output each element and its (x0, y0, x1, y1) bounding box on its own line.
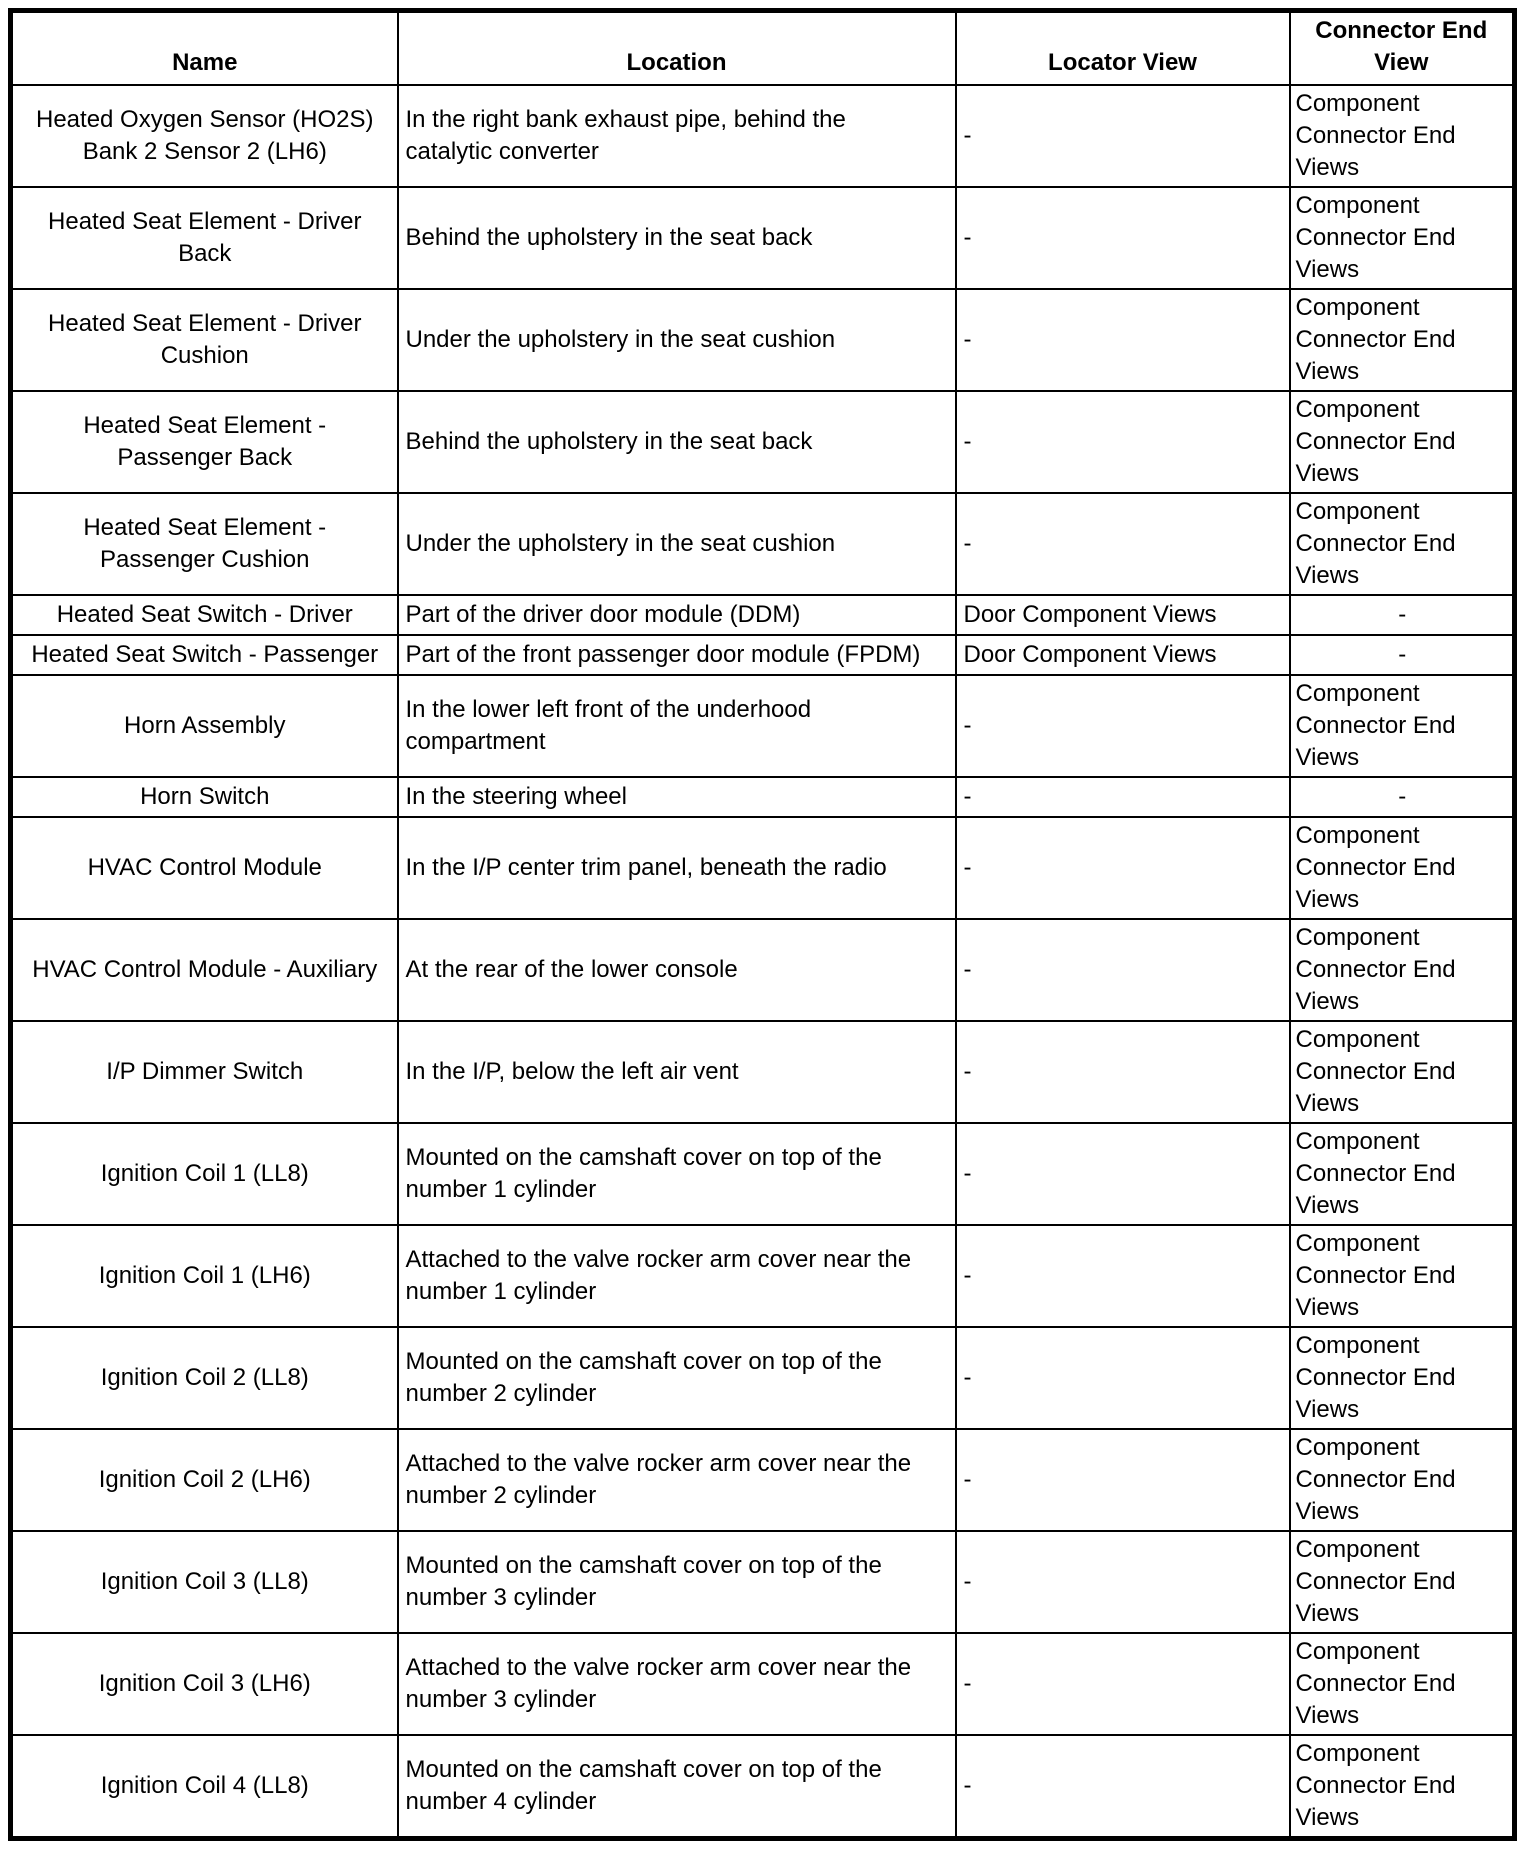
locator-view-cell: - (956, 919, 1290, 1021)
locator-view-cell: - (956, 777, 1290, 817)
name-cell: Heated Seat Switch - Passenger (11, 635, 398, 675)
location-cell: Mounted on the camshaft cover on top of the number 4 cylinder (398, 1735, 956, 1839)
name-cell: Heated Seat Switch - Driver (11, 595, 398, 635)
connector-end-view-cell: Component Connector End Views (1290, 493, 1515, 595)
connector-end-view-cell: Component Connector End Views (1290, 919, 1515, 1021)
table-row (11, 635, 1515, 675)
locator-view-cell: - (956, 1735, 1290, 1839)
locator-view-cell: - (956, 1429, 1290, 1531)
name-header: Name (11, 11, 398, 86)
connector-end-view-cell: Component Connector End Views (1290, 1123, 1515, 1225)
connector-end-view-cell: Component Connector End Views (1290, 391, 1515, 493)
table-row (11, 493, 1515, 595)
table-row (11, 777, 1515, 817)
table-row (11, 391, 1515, 493)
name-cell: Heated Oxygen Sensor (HO2S) Bank 2 Sensor 2 (LH6) (11, 85, 398, 187)
connector-end-view-cell: Component Connector End Views (1290, 1225, 1515, 1327)
connector-end-view-cell: - (1290, 777, 1515, 817)
locator-view-cell: - (956, 675, 1290, 777)
table-row (11, 85, 1515, 187)
location-cell: Attached to the valve rocker arm cover near the number 3 cylinder (398, 1633, 956, 1735)
locator-view-cell: - (956, 1123, 1290, 1225)
name-cell: Heated Seat Element - Driver Back (11, 187, 398, 289)
component-locator-table (8, 8, 1517, 1841)
name-cell: Ignition Coil 1 (LL8) (11, 1123, 398, 1225)
table-row (11, 1429, 1515, 1531)
connector-end-view-cell: Component Connector End Views (1290, 1531, 1515, 1633)
location-header: Location (398, 11, 956, 86)
locator-view-cell: - (956, 85, 1290, 187)
locator-view-cell: - (956, 289, 1290, 391)
header-row (11, 11, 1515, 86)
connector-end-view-cell: Component Connector End Views (1290, 1021, 1515, 1123)
connector-end-view-cell: Component Connector End Views (1290, 675, 1515, 777)
location-cell: In the steering wheel (398, 777, 956, 817)
table-row (11, 1531, 1515, 1633)
table-row (11, 1021, 1515, 1123)
location-cell: Attached to the valve rocker arm cover near the number 2 cylinder (398, 1429, 956, 1531)
locator-view-cell: - (956, 1327, 1290, 1429)
name-cell: Horn Switch (11, 777, 398, 817)
table-row (11, 1735, 1515, 1839)
location-cell: Under the upholstery in the seat cushion (398, 289, 956, 391)
locator-view-cell: - (956, 187, 1290, 289)
locator-view-cell: - (956, 817, 1290, 919)
connector-end-view-cell: - (1290, 635, 1515, 675)
location-cell: In the I/P, below the left air vent (398, 1021, 956, 1123)
connector-end-view-cell: Component Connector End Views (1290, 85, 1515, 187)
location-cell: Mounted on the camshaft cover on top of the number 3 cylinder (398, 1531, 956, 1633)
name-cell: HVAC Control Module - Auxiliary (11, 919, 398, 1021)
table-row (11, 1225, 1515, 1327)
location-cell: In the right bank exhaust pipe, behind the catalytic converter (398, 85, 956, 187)
locator-view-header: Locator View (956, 11, 1290, 86)
location-cell: Behind the upholstery in the seat back (398, 187, 956, 289)
connector-end-view-cell: Component Connector End Views (1290, 1327, 1515, 1429)
name-cell: I/P Dimmer Switch (11, 1021, 398, 1123)
location-cell: Part of the driver door module (DDM) (398, 595, 956, 635)
location-cell: Mounted on the camshaft cover on top of the number 1 cylinder (398, 1123, 956, 1225)
table-row (11, 817, 1515, 919)
location-cell: In the I/P center trim panel, beneath the radio (398, 817, 956, 919)
location-cell: Attached to the valve rocker arm cover near the number 1 cylinder (398, 1225, 956, 1327)
location-cell: Mounted on the camshaft cover on top of the number 2 cylinder (398, 1327, 956, 1429)
locator-view-cell: - (956, 493, 1290, 595)
table-row (11, 1633, 1515, 1735)
connector-end-view-cell: - (1290, 595, 1515, 635)
connector-end-view-cell: Component Connector End Views (1290, 817, 1515, 919)
name-cell: Ignition Coil 1 (LH6) (11, 1225, 398, 1327)
connector-end-view-cell: Component Connector End Views (1290, 187, 1515, 289)
location-cell: Under the upholstery in the seat cushion (398, 493, 956, 595)
table-row (11, 289, 1515, 391)
table-row (11, 595, 1515, 635)
locator-view-cell: Door Component Views (956, 595, 1290, 635)
connector-end-view-cell: Component Connector End Views (1290, 1735, 1515, 1839)
location-cell: Behind the upholstery in the seat back (398, 391, 956, 493)
connector-end-view-header: Connector End View (1290, 11, 1515, 86)
name-cell: Heated Seat Element - Passenger Cushion (11, 493, 398, 595)
location-cell: At the rear of the lower console (398, 919, 956, 1021)
connector-end-view-cell: Component Connector End Views (1290, 1633, 1515, 1735)
name-cell: Ignition Coil 3 (LH6) (11, 1633, 398, 1735)
locator-view-cell: - (956, 1531, 1290, 1633)
name-cell: Ignition Coil 2 (LH6) (11, 1429, 398, 1531)
locator-view-cell: - (956, 1225, 1290, 1327)
name-cell: Ignition Coil 3 (LL8) (11, 1531, 398, 1633)
connector-end-view-cell: Component Connector End Views (1290, 1429, 1515, 1531)
table-row (11, 919, 1515, 1021)
name-cell: HVAC Control Module (11, 817, 398, 919)
locator-view-cell: - (956, 1021, 1290, 1123)
locator-view-cell: - (956, 391, 1290, 493)
name-cell: Ignition Coil 4 (LL8) (11, 1735, 398, 1839)
table-row (11, 1123, 1515, 1225)
connector-end-view-cell: Component Connector End Views (1290, 289, 1515, 391)
location-cell: Part of the front passenger door module (FPDM) (398, 635, 956, 675)
location-cell: In the lower left front of the underhood compartment (398, 675, 956, 777)
table-row (11, 1327, 1515, 1429)
locator-view-cell: Door Component Views (956, 635, 1290, 675)
name-cell: Horn Assembly (11, 675, 398, 777)
table-row (11, 675, 1515, 777)
name-cell: Heated Seat Element - Driver Cushion (11, 289, 398, 391)
table-row (11, 187, 1515, 289)
locator-view-cell: - (956, 1633, 1290, 1735)
name-cell: Ignition Coil 2 (LL8) (11, 1327, 398, 1429)
name-cell: Heated Seat Element - Passenger Back (11, 391, 398, 493)
